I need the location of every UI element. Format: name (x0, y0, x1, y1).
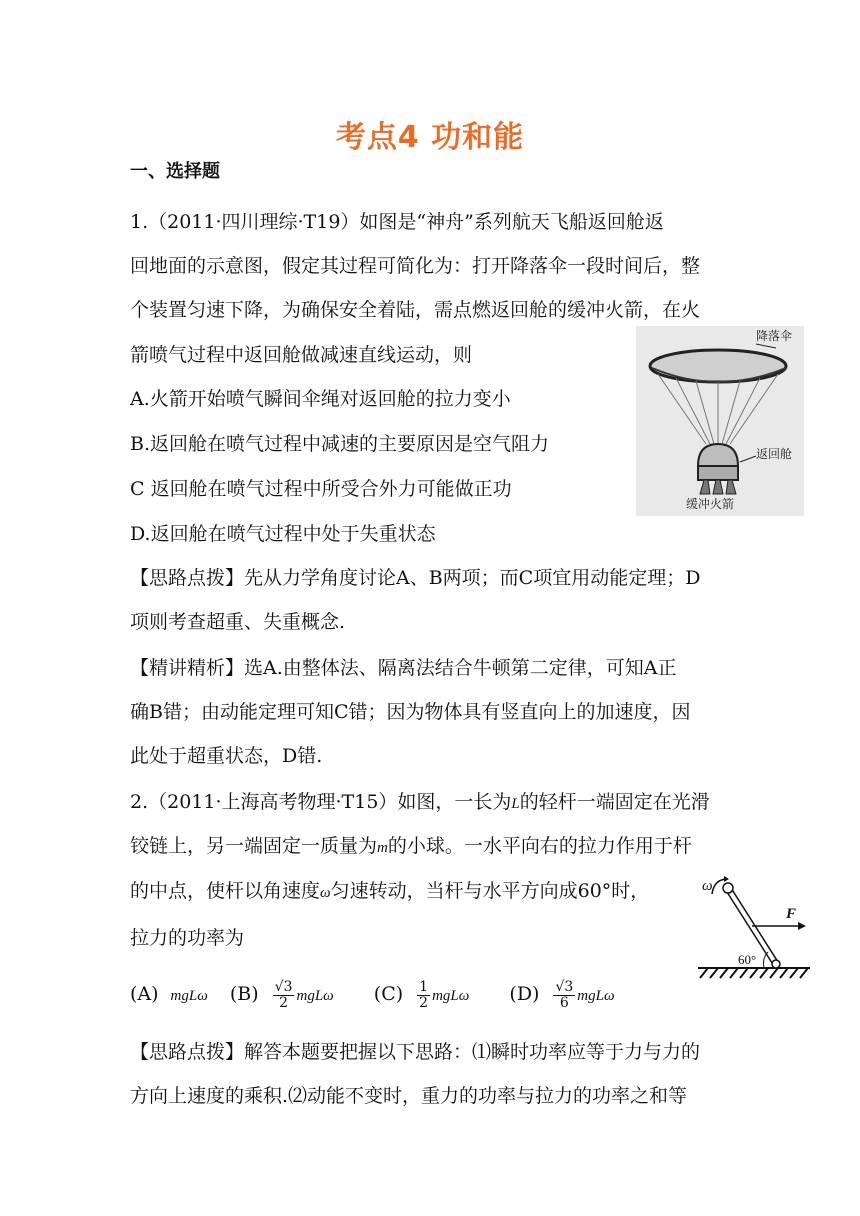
page-title: 考点4 功和能 (335, 120, 525, 155)
q2-text-line-3 (130, 879, 649, 905)
label-parachute: 降落伞 (756, 329, 793, 343)
section-heading: 一、选择题 (130, 161, 220, 182)
q1-hint-line-1: 【思路点拨】先从力学角度讨论A、B两项；而C项宜用动能定理；D (130, 567, 701, 589)
option-a-label: (A) (130, 983, 159, 1005)
option-d-expr: mgLω (577, 988, 615, 1004)
q1-text-line-1: 1.（2011·四川理综·T19）如图是“神舟”系列航天飞船返回舱返 (130, 211, 664, 233)
option-b-expr: mgLω (296, 988, 334, 1004)
q2-option-a (130, 974, 208, 1016)
variable-L: L (511, 796, 520, 812)
option-c-fraction: $\frac{1}{2}$ (419, 978, 429, 1011)
q1-option-a: A.火箭开始喷气瞬间伞绳对返回舱的拉力变小 (130, 388, 511, 410)
option-c-expr: mgLω (432, 988, 470, 1004)
q1-text-line-2: 回地面的示意图，假定其过程可简化为：打开降落伞一段时间后，整 (130, 255, 701, 277)
option-d-fraction: $\frac{√3}{6}$ (555, 978, 574, 1011)
option-a-expr: mgLω (170, 988, 208, 1004)
q1-option-d: D.返回舱在喷气过程中处于失重状态 (130, 523, 436, 545)
q2-line2-pre: 铰链上，另一端固定一质量为 (130, 835, 378, 857)
angle-label: 60° (738, 952, 757, 967)
variable-m: m (377, 840, 388, 856)
rotating-rod-figure (694, 870, 814, 980)
q2-text-line-2 (130, 834, 692, 860)
option-c-label: (C) (373, 983, 404, 1005)
q2-text-line-4: 拉力的功率为 (130, 927, 245, 949)
q2-hint-line-1: 【思路点拨】解答本题要把握以下思路：⑴瞬时功率应等于力与力的 (130, 1041, 701, 1063)
option-b-label: (B) (229, 983, 259, 1005)
q2-line2-post: 的小球。一水平向右的拉力作用于杆 (387, 835, 692, 857)
q2-line3-post: 匀速转动，当杆与水平方向成60°时， (330, 880, 650, 902)
omega-label: ω (702, 878, 713, 894)
q2-options (130, 974, 623, 1016)
variable-omega: ω (320, 885, 331, 901)
option-b-fraction: $\frac{√3}{2}$ (274, 978, 293, 1011)
q2-line1-post: 的轻杆一端固定在光滑 (519, 791, 710, 813)
q1-analysis-line-2: 确B错；由动能定理可知C错；因为物体具有竖直向上的加速度，因 (130, 701, 691, 723)
q1-analysis-line-3: 此处于超重状态，D错. (130, 745, 323, 767)
label-capsule: 返回舱 (756, 447, 793, 461)
q2-line1-pre: 2.（2011·上海高考物理·T15）如图，一长为 (130, 791, 512, 813)
q2-option-c (374, 974, 470, 1016)
q1-option-b: B.返回舱在喷气过程中减速的主要原因是空气阻力 (130, 433, 550, 455)
q1-option-c: C 返回舱在喷气过程中所受合外力可能做正功 (130, 478, 512, 500)
force-label: F (786, 906, 797, 922)
q2-hint-line-2: 方向上速度的乘积.⑵动能不变时，重力的功率与拉力的功率之和等 (130, 1085, 688, 1107)
q1-hint-line-2: 项则考查超重、失重概念. (130, 611, 346, 633)
q1-text-line-3: 个装置匀速下降，为确保安全着陆，需点燃返回舱的缓冲火箭，在火 (130, 299, 701, 321)
q2-text-line-1 (130, 790, 710, 816)
q2-option-d (509, 974, 614, 1016)
label-rocket: 缓冲火箭 (686, 497, 735, 511)
q1-text-line-4: 箭喷气过程中返回舱做减速直线运动，则 (130, 344, 473, 366)
option-d-label: (D) (509, 983, 540, 1005)
q1-analysis-line-1: 【精讲精析】选A.由整体法、隔离法结合牛顿第二定律，可知A正 (130, 657, 677, 679)
parachute-capsule-figure (636, 326, 804, 516)
q2-line3-pre: 的中点，使杆以角速度 (130, 880, 321, 902)
q2-option-b (230, 974, 334, 1016)
